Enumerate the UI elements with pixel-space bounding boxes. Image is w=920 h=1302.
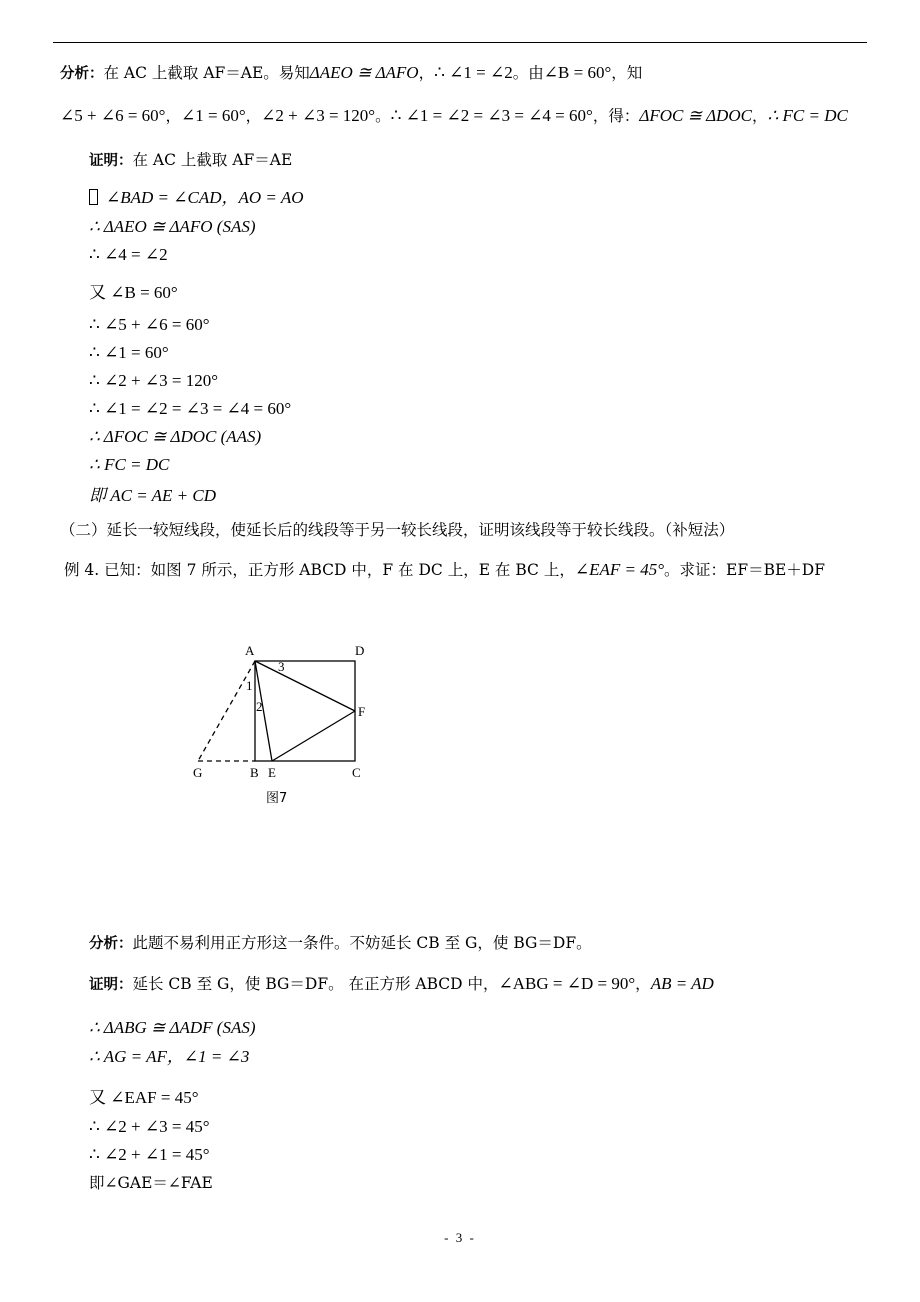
- proof-2-step-5: [89, 1145, 210, 1165]
- proof-text: 延长 CB 至 G，使 BG＝DF。 在正方形 ABCD 中，: [132, 975, 499, 993]
- proof-text: 在 AC 上截取 AF＝AE: [132, 151, 293, 169]
- angle-2-label: 2: [256, 699, 263, 714]
- proof-2-heading: [89, 974, 714, 995]
- math-expr: ∴ FC = DC: [89, 455, 170, 474]
- math-expr: ΔAEO ≅ ΔAFO: [309, 63, 419, 82]
- proof-2-step-2: [89, 1047, 249, 1067]
- label-d: D: [355, 643, 365, 658]
- math-expr: 又 ∠B = 60°: [89, 283, 178, 302]
- math-expr: ∴ ∠1 = ∠2 = ∠3 = ∠4 = 60°: [390, 106, 593, 125]
- math-expr: ∴ ∠2 + ∠3 = 45°: [89, 1117, 210, 1136]
- math-expr: ∴ ∠1 = 60°: [89, 343, 169, 362]
- label-b: B: [250, 765, 259, 780]
- segment-af: [255, 661, 355, 711]
- analysis-label: 分析：: [60, 66, 104, 82]
- math-expr: ∴ ΔABG ≅ ΔADF (SAS): [89, 1018, 256, 1037]
- proof-label: 证明：: [89, 153, 133, 169]
- math-expr: ∴ ∠2 + ∠1 = 45°: [89, 1145, 210, 1164]
- math-expr: 即 AC = AE + CD: [89, 486, 216, 505]
- proof-2-step-6: [89, 1173, 213, 1193]
- punct: ，: [245, 107, 262, 125]
- math-expr: ∴ FC = DC: [767, 106, 848, 125]
- math-expr: ΔFOC ≅ ΔDOC: [639, 106, 752, 125]
- math-expr: ∠B = 60°: [543, 63, 612, 82]
- section-2-heading: （二）延长一较短线段，使延长后的线段等于另一较长线段，证明该线段等于较长线段。（补短法）: [60, 521, 735, 539]
- page-number: - 3 -: [444, 1230, 476, 1245]
- math-expr: ∠5 + ∠6 = 60°: [60, 106, 166, 125]
- math-expr: ∠ABG = ∠D = 90°: [498, 974, 636, 993]
- punct: ，: [635, 975, 651, 993]
- angle-1-label: 1: [246, 678, 253, 693]
- math-expr: ∴ AG = AF，∠1 = ∠3: [89, 1047, 250, 1066]
- example-text: 例 4. 已知：如图 7 所示，正方形 ABCD 中，F 在 DC 上，E 在 BC 上，: [64, 561, 575, 579]
- punct: ，得：: [592, 107, 640, 125]
- math-expr: 又 ∠EAF = 45°: [89, 1088, 199, 1107]
- proof-label: 证明：: [89, 977, 133, 993]
- label-a: A: [245, 643, 255, 658]
- punct: ，: [165, 107, 181, 125]
- math-expr: ∴ ∠5 + ∠6 = 60°: [89, 315, 210, 334]
- punct: ，: [751, 107, 768, 125]
- segment-ag-dashed: [198, 661, 255, 761]
- proof-text: 即∠GAE＝∠FAE: [89, 1174, 213, 1192]
- proof-2-step-3: [89, 1088, 199, 1108]
- segment-ef: [272, 711, 355, 761]
- example-text: 。求证：EF＝BE＋DF: [664, 561, 825, 579]
- analysis-text: 在 AC 上截取 AF＝AE。易知: [103, 64, 310, 82]
- math-expr: ∠EAF = 45°: [574, 560, 664, 579]
- label-e: E: [268, 765, 276, 780]
- punct: 。: [375, 107, 391, 125]
- math-expr: ∴ ∠1 = ∠2: [434, 63, 513, 82]
- analysis-text: ，知: [611, 64, 643, 82]
- math-expr: ∠1 = 60°: [180, 106, 246, 125]
- angle-3-label: 3: [278, 659, 285, 674]
- math-expr: ∴ ΔAEO ≅ ΔAFO (SAS): [89, 217, 256, 236]
- punct: ，: [418, 64, 435, 82]
- analysis-text: 此题不易利用正方形这一条件。不妨延长 CB 至 G，使 BG＝DF。: [132, 934, 592, 952]
- label-f: F: [358, 704, 366, 719]
- label-g: G: [193, 765, 203, 780]
- math-expr: ∴ ΔFOC ≅ ΔDOC (AAS): [89, 427, 262, 446]
- analysis-text: 。由: [512, 64, 544, 82]
- figure-caption: 图7: [266, 791, 288, 806]
- math-expr: ∴ ∠1 = ∠2 = ∠3 = ∠4 = 60°: [89, 399, 292, 418]
- label-c: C: [352, 765, 361, 780]
- math-expr: ∠BAD = ∠CAD，AO = AO: [106, 188, 304, 207]
- math-expr: AB = AD: [650, 974, 714, 993]
- math-expr: ∴ ∠2 + ∠3 = 120°: [89, 371, 219, 390]
- analysis-2: [89, 933, 592, 954]
- proof-2-step-1: [89, 1018, 256, 1038]
- analysis-label: 分析：: [89, 936, 133, 952]
- proof-2-step-4: [89, 1117, 210, 1137]
- math-expr: ∴ ∠4 = ∠2: [89, 245, 168, 264]
- math-expr: ∠2 + ∠3 = 120°: [261, 106, 376, 125]
